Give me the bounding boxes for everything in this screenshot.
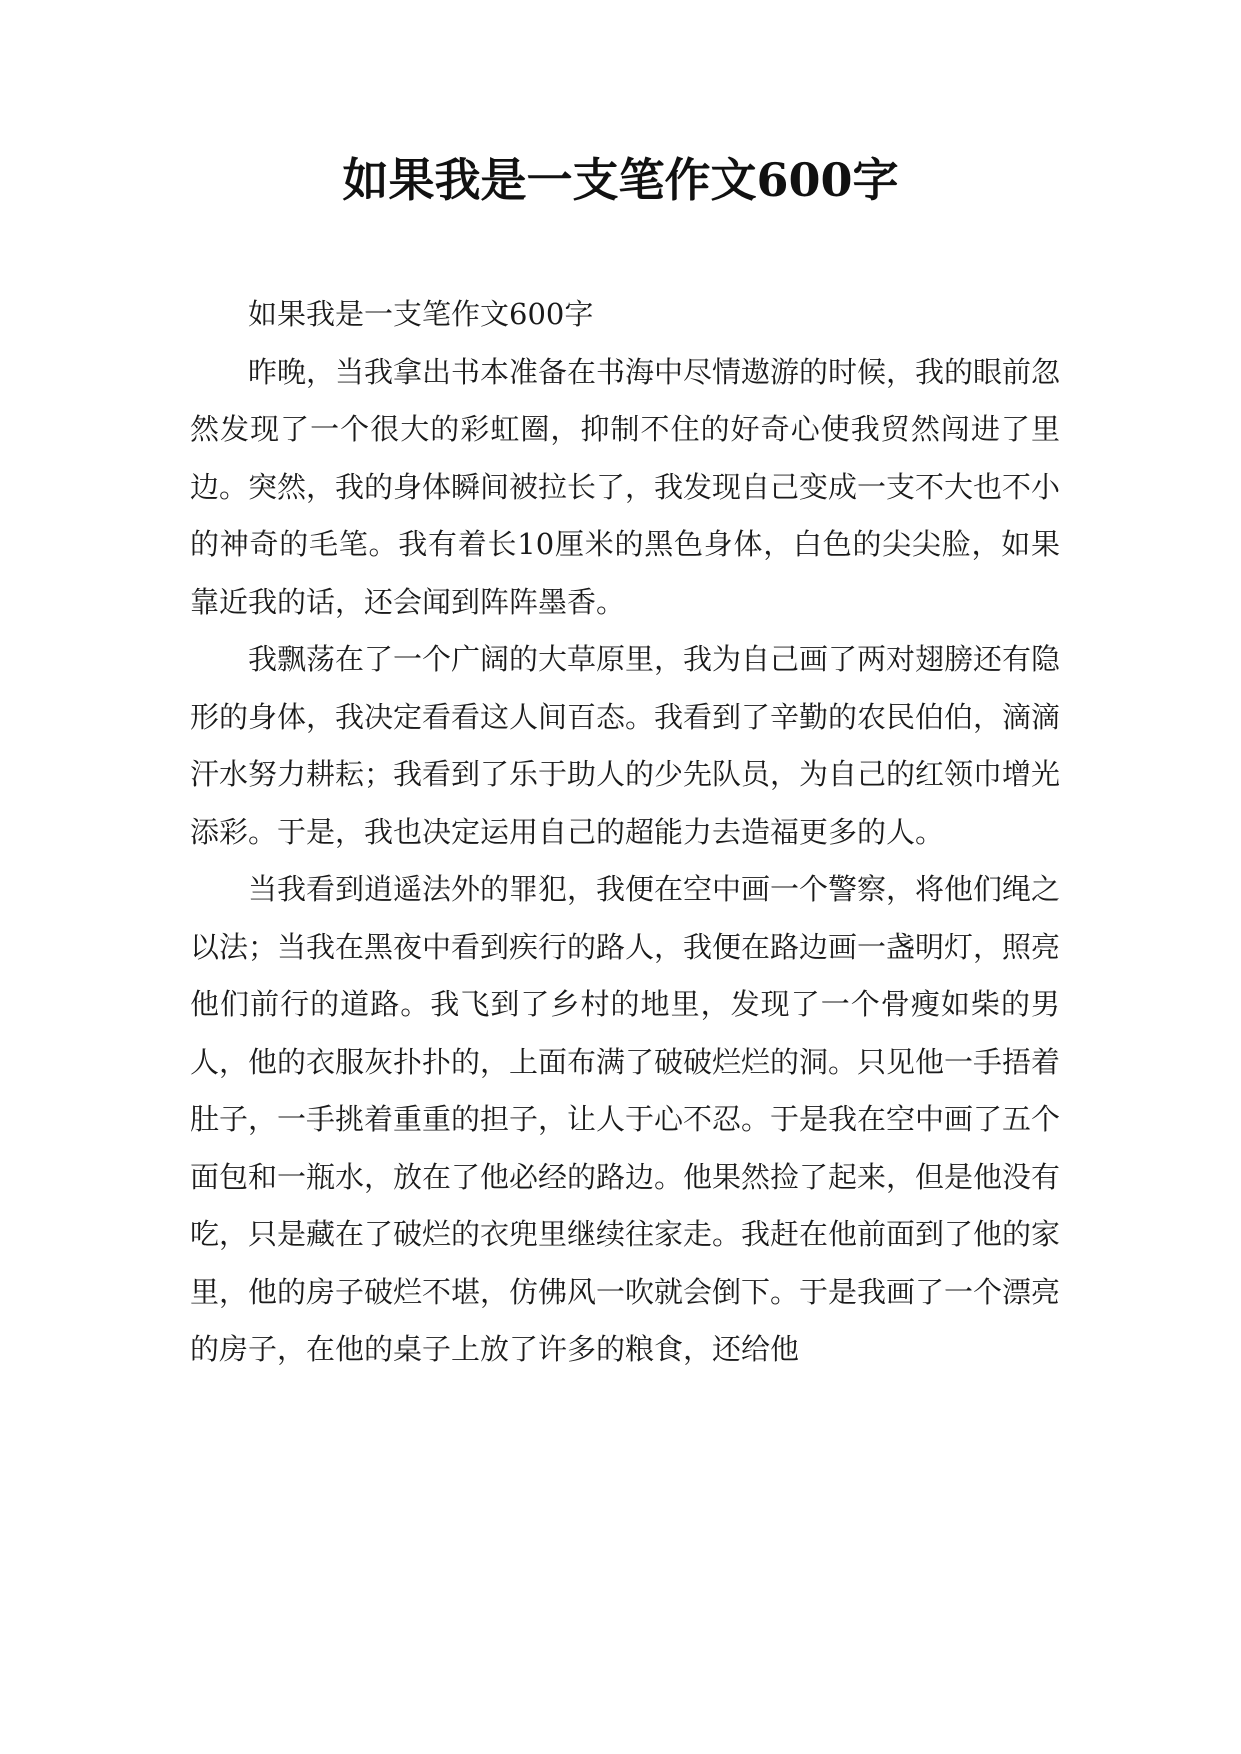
- document-body: [190, 286, 1060, 1379]
- paragraph-subtitle: 如果我是一支笔作文600字: [248, 297, 594, 331]
- paragraph-2: 我飘荡在了一个广阔的大草原里，我为自己画了两对翅膀还有隐形的身体，我决定看看这人间百态。我看到了辛勤的农民伯伯，滴滴汗水努力耕耘；我看到了乐于助人的少先队员，为自己的红领巾增光添彩。于是，我也决定运用自己的超能力去造福更多的人。: [190, 642, 1061, 849]
- paragraph-3: 当我看到逍遥法外的罪犯，我便在空中画一个警察，将他们绳之以法；当我在黑夜中看到疾行的路人，我便在路边画一盏明灯，照亮他们前行的道路。我飞到了乡村的地里，发现了一个骨瘦如柴的男人，他的衣服灰扑扑的，上面布满了破破烂烂的洞。只见他一手捂着肚子，一手挑着重重的担子，让人于心不忍。于是我在空中画了五个面包和一瓶水，放在了他必经的路边。他果然捡了起来，但是他没有吃，只是藏在了破烂的衣兜里继续往家走。我赶在他前面到了他的家里，他的房子破烂不堪，仿佛风一吹就会倒下。于是我画了一个漂亮的房子，在他的桌子上放了许多的粮食，还给他: [190, 872, 1061, 1366]
- document-title: 如果我是一支笔作文600字: [342, 153, 899, 207]
- paragraph-1: 昨晚，当我拿出书本准备在书海中尽情遨游的时候，我的眼前忽然发现了一个很大的彩虹圈，抑制不住的好奇心使我贸然闯进了里边。突然，我的身体瞬间被拉长了，我发现自己变成一支不大也不小的神奇的毛笔。我有着长10厘米的黑色身体，白色的尖尖脸，如果靠近我的话，还会闻到阵阵墨香。: [190, 354, 1061, 619]
